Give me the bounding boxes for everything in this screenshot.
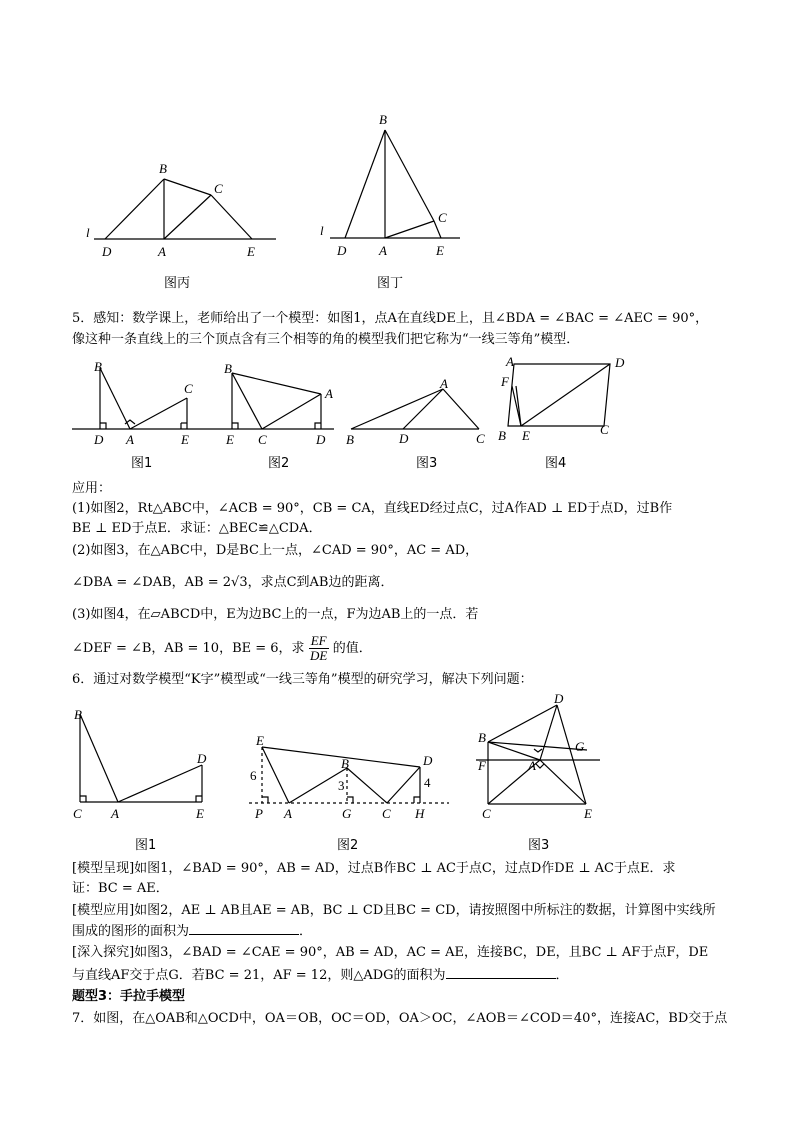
q5-part1-line2: BE ⊥ ED于点E．求证：△BEC≌△CDA． (72, 521, 322, 536)
label-A: A (284, 806, 292, 821)
label-E: E (584, 806, 592, 821)
q5-caption-1: 图1 (131, 456, 153, 471)
label-D: D (197, 751, 207, 766)
q5-figure-1 (70, 358, 210, 448)
q5-part3-line1: (3)如图4，在▱ABCD中，E为边BC上的一点，F为边AB上的一点．若 (72, 607, 479, 622)
label-B: B (224, 361, 232, 376)
q5-caption-3: 图3 (416, 456, 438, 471)
q5-figure-3 (343, 375, 493, 450)
q6-caption-3: 图3 (528, 838, 550, 853)
label-E: E (181, 432, 189, 447)
label-E: E (436, 243, 444, 258)
q6-caption-1: 图1 (135, 838, 157, 853)
label-D: D (94, 432, 104, 447)
label-B: B (74, 707, 82, 722)
q6-figure-3 (472, 690, 612, 825)
label-3: 3 (338, 778, 345, 793)
q6-intro: 6．通过对数学模型“K字”模型或“一线三等角”模型的研究学习，解决下列问题： (72, 672, 533, 687)
q5-part3-line2 (72, 634, 372, 663)
label-A: A (126, 432, 134, 447)
q6-section3-end: ． (555, 968, 569, 983)
q5-figure-4 (492, 352, 642, 447)
label-B: B (346, 432, 354, 447)
q5-part2-line1: (2)如图3，在△ABC中，D是BC上一点，∠CAD = 90°，AC = AD， (72, 543, 479, 558)
q5-intro-line2: 像这种一条直线上的三个顶点含有三个相等的角的模型我们把它称为“一线三等角”模型． (72, 332, 580, 347)
q6-figure-1 (68, 700, 218, 825)
caption-ding: 图丁 (377, 276, 404, 291)
label-E: E (522, 428, 530, 443)
q5-figure-2 (204, 358, 344, 448)
q5-part3-text: ∠DEF = ∠B，AB = 10，BE = 6，求 (72, 641, 305, 656)
q6-section2-line1: [模型应用]如图2，AE ⊥ AB且AE = AB，BC ⊥ CD且BC = CD，请按照图中所标注的数据，计算图中实线所 (72, 903, 716, 918)
label-B: B (159, 161, 167, 176)
label-B: B (478, 730, 486, 745)
q5-caption-2: 图2 (268, 456, 290, 471)
q6-section3-line2 (72, 966, 569, 985)
label-E: E (226, 432, 234, 447)
label-F: F (478, 758, 486, 773)
q6-section2-line2 (72, 922, 312, 941)
q6-caption-2: 图2 (337, 838, 359, 853)
label-A: A (440, 376, 448, 391)
q5-apply-title: 应用： (72, 481, 112, 496)
q6-section1-line1: [模型呈现]如图1，∠BAD = 90°，AB = AD，过点B作BC ⊥ AC于点C，过点D作DE ⊥ AC于点E．求 (72, 861, 676, 876)
caption-bing: 图丙 (164, 276, 191, 291)
q5-caption-4: 图4 (545, 456, 567, 471)
label-E: E (196, 806, 204, 821)
q6-figure-2 (243, 730, 453, 825)
label-C: C (600, 422, 609, 437)
fraction-numerator: EF (310, 633, 327, 648)
label-G: G (575, 739, 585, 754)
label-C: C (184, 381, 193, 396)
q6-section1-line2: 证：BC = AE． (72, 881, 169, 896)
label-C: C (482, 806, 491, 821)
fraction-ef-de (309, 634, 329, 663)
q6-section3-line1: [深入探究]如图3，∠BAD = ∠CAE = 90°，AB = AD，AC = AE，连接BC，DE，且BC ⊥ AF于点F，DE (72, 945, 709, 960)
label-D: D (102, 244, 112, 259)
label-D: D (399, 431, 409, 446)
figure-ding (316, 110, 476, 265)
label-A: A (158, 244, 166, 259)
label-C: C (382, 806, 391, 821)
fraction-denominator: DE (309, 648, 328, 663)
label-4: 4 (424, 775, 431, 790)
q6-section2-text: 围成的图形的面积为 (72, 924, 190, 939)
label-B: B (341, 756, 349, 771)
q6-section3-text: 与直线AF交于点G．若BC = 21，AF = 12，则△ADG的面积为 (72, 968, 446, 983)
label-C: C (73, 806, 82, 821)
label-C: C (214, 181, 223, 196)
label-C: C (258, 432, 267, 447)
q6-section2-end: ． (299, 924, 313, 939)
label-F: F (501, 374, 509, 389)
figure-bing (80, 155, 280, 265)
q5-part3-end: 的值． (332, 641, 372, 656)
answer-blank[interactable] (446, 966, 556, 979)
label-D: D (337, 243, 347, 258)
label-D: D (316, 432, 326, 447)
label-P: P (255, 806, 263, 821)
label-C: C (438, 210, 447, 225)
label-G: G (342, 806, 352, 821)
q7-text: 7．如图，在△OAB和△OCD中，OA＝OB，OC＝OD，OA＞OC，∠AOB＝∠COD＝40°，连接AC，BD交于点 (72, 1011, 728, 1026)
label-D: D (615, 355, 625, 370)
answer-blank[interactable] (189, 922, 299, 935)
label-6: 6 (250, 768, 257, 783)
label-l: l (86, 225, 90, 240)
label-B: B (94, 359, 102, 374)
label-E: E (247, 244, 255, 259)
label-D: D (423, 753, 433, 768)
q5-part1-line1: (1)如图2，Rt△ABC中，∠ACB = 90°，CB = CA，直线ED经过点C，过A作AD ⊥ ED于点D，过B作 (72, 501, 673, 516)
label-A: A (379, 243, 387, 258)
q5-part2-line2: ∠DBA = ∠DAB，AB = 2√3，求点C到AB边的距离． (72, 575, 394, 590)
label-A: A (325, 386, 333, 401)
label-B: B (379, 112, 387, 127)
label-A: A (528, 758, 536, 773)
section-heading-type3: 题型3：手拉手模型 (72, 989, 186, 1004)
label-B: B (498, 428, 506, 443)
label-C: C (476, 431, 485, 446)
label-H: H (415, 806, 425, 821)
label-A: A (111, 806, 119, 821)
label-l: l (320, 223, 324, 238)
label-D: D (554, 691, 564, 706)
label-A: A (506, 354, 514, 369)
label-E: E (256, 733, 264, 748)
q5-intro-line1: 5．感知：数学课上，老师给出了一个模型：如图1，点A在直线DE上，且∠BDA = ∠BAC = ∠AEC = 90°， (72, 311, 709, 326)
